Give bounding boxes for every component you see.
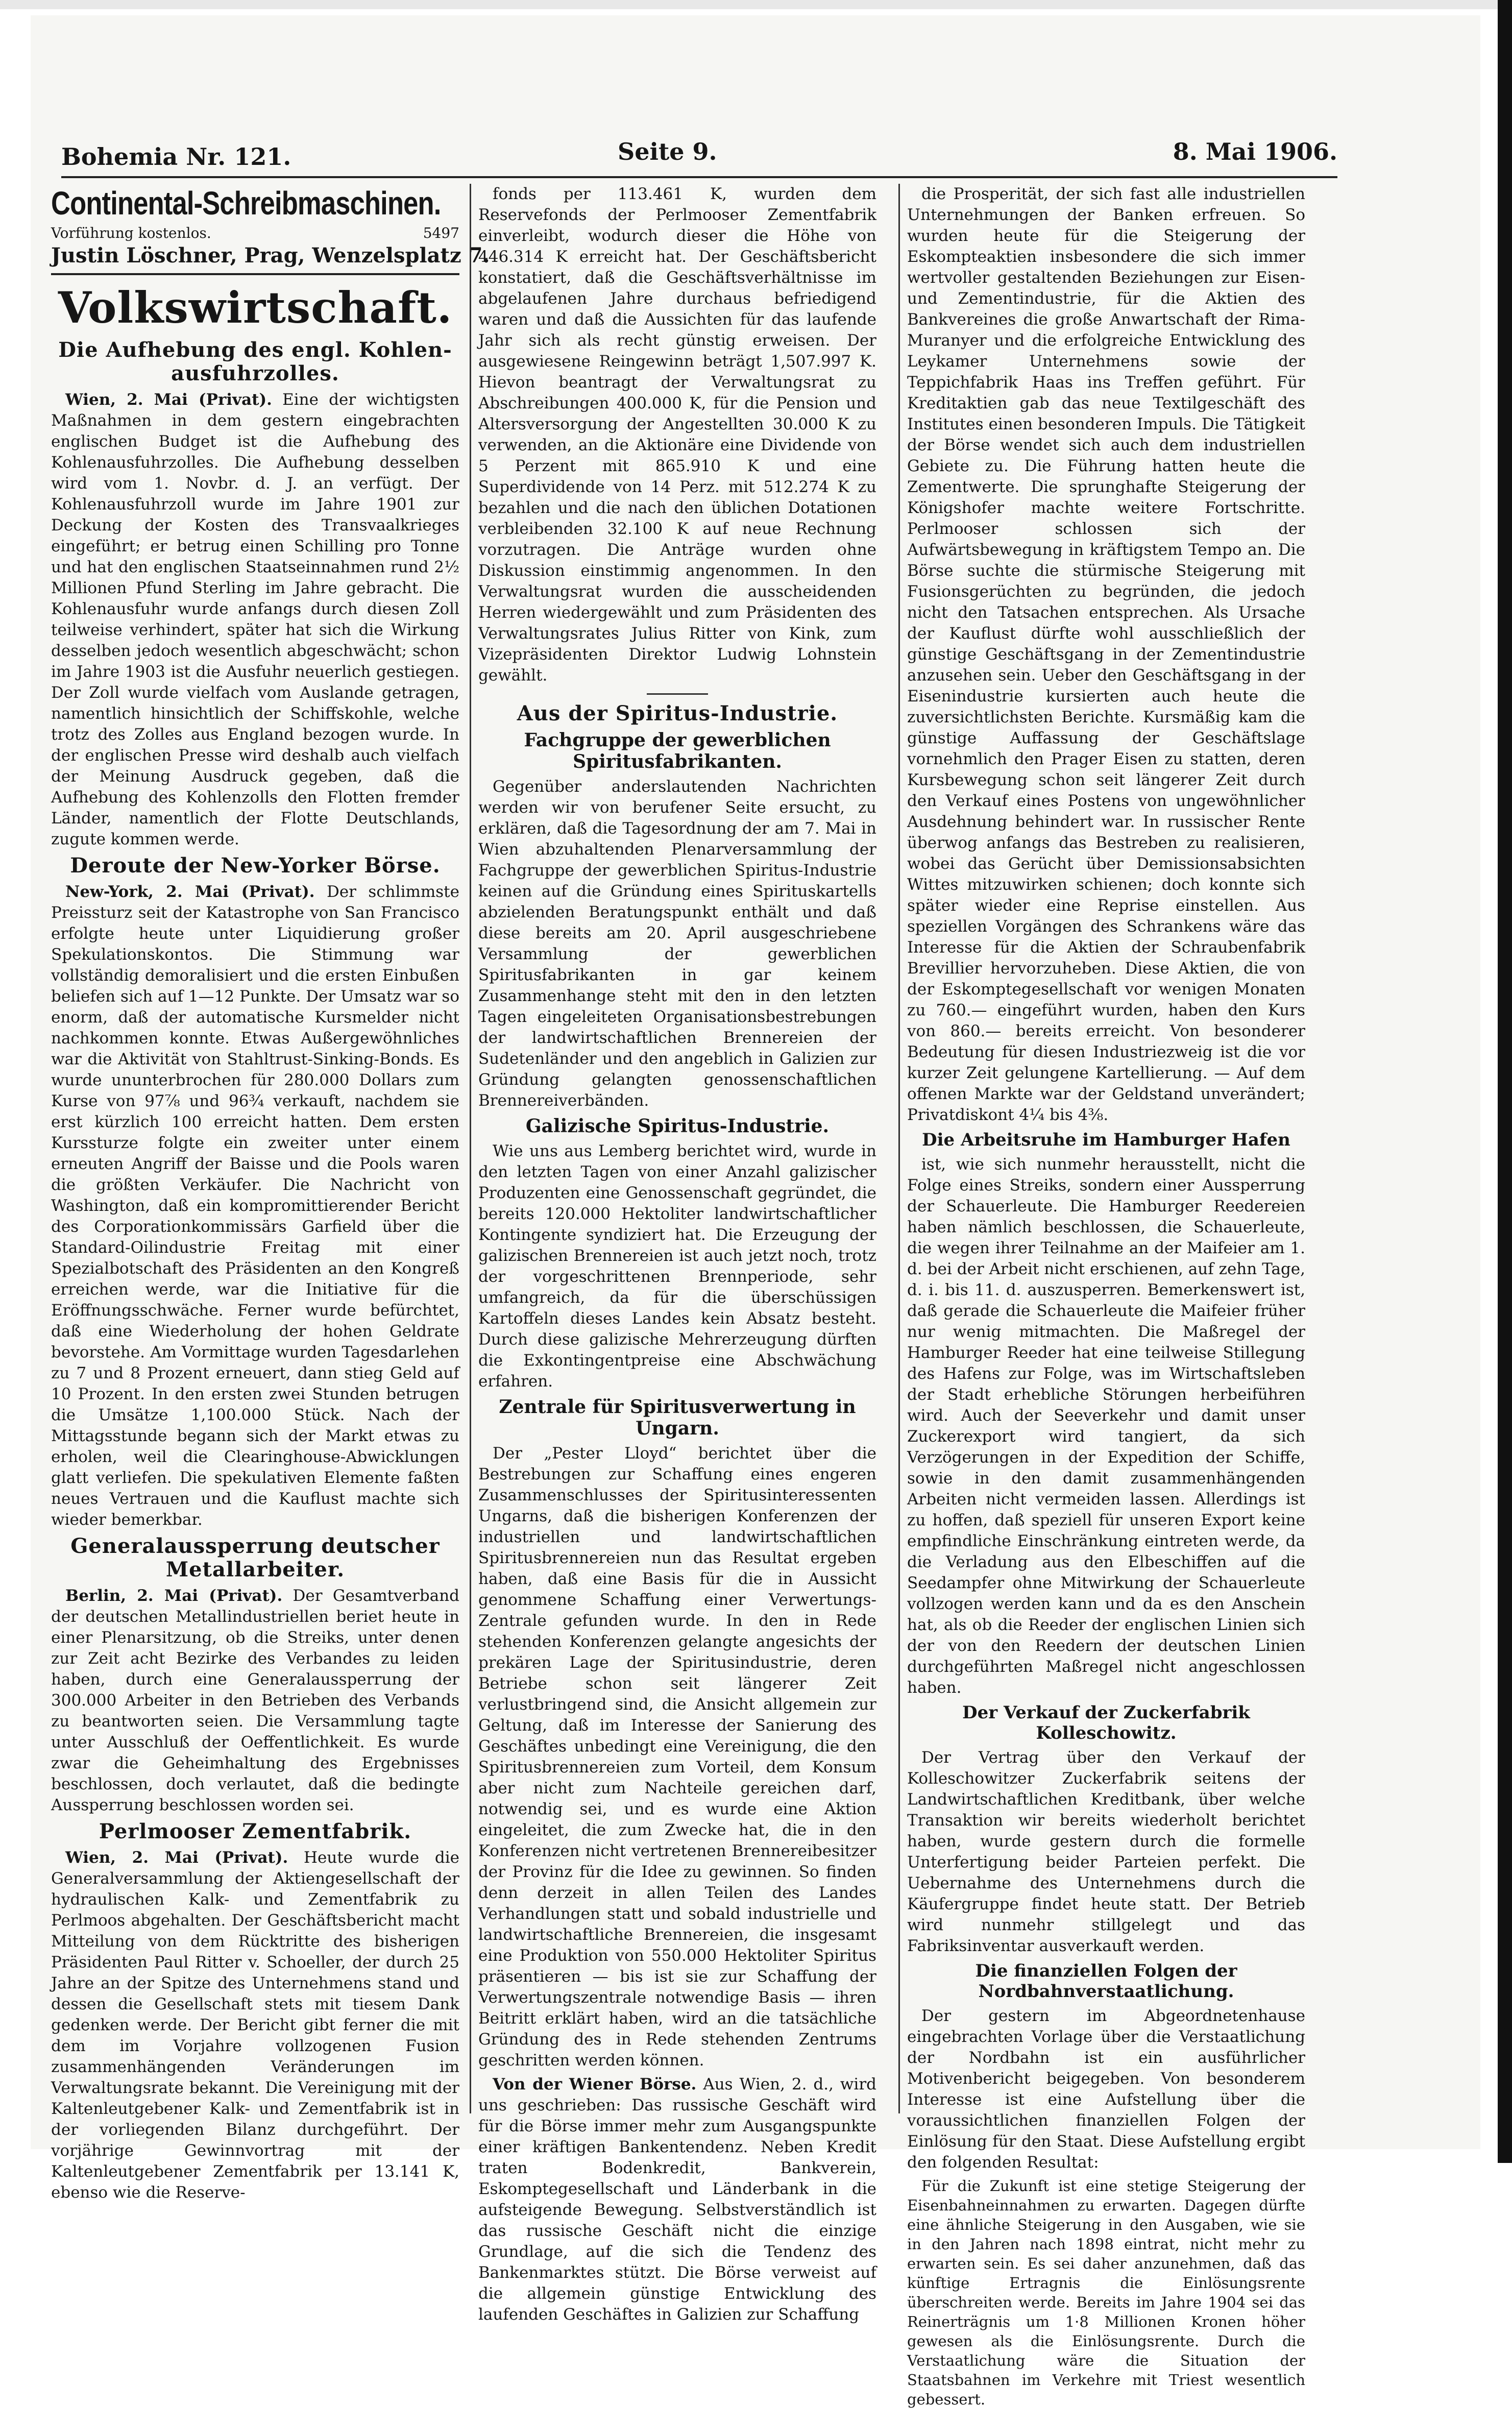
header-publication: Bohemia Nr. 121. xyxy=(61,143,291,171)
section-title: Volkswirtschaft. xyxy=(58,282,453,333)
article-body xyxy=(51,882,459,1530)
column-1 xyxy=(51,184,490,2202)
separator-rule xyxy=(647,693,708,695)
article-text: Der schlimmste Preissturz seit der Katastrophe von San Francisco erfolgte heute unter Liquidierung großer Spekulationskontos. Die Stimmung war vollständig demoralisiert und die ersten Einbußen beliefen sich auf 1—12 Punkte. Der Umsatz war so enorm, daß der automatische Kursmelder nicht nachkommen konnte. Etwas Außergewöhnliches war die Aktivität von Stahltrust-Sinking-Bonds. Es wurde ununterbrochen für 280.000 Dollars zum Kurse von 97⅞ und 96¾ verkauft, nachdem sie erst kürzlich 100 erreicht hatten. Dem ersten Kurssturze folgte ein zweiter unter einem erneuten Angriff der Baisse und die Pools waren die größten Verkäufer. Die Nachricht von Washington, daß ein kompromittierender Bericht des Corporationkommissärs Garfield über die Standard-Oilindustrie Freitag mit einer Spezialbotschaft des Präsidenten an den Kongreß erreichen werde, war die Initiative für die Eröffnungsschwäche. Ferner wurde befürchtet, daß eine Wiederholung der hohen Geldrate bevorstehe. Am Vormittage wurden Tagesdarlehen zu 7 und 8 Prozent erneuert, dann stieg Geld auf 10 Prozent. In den ersten zwei Stunden betrugen die Umsätze 1,100.000 Stück. Nach der Mittagsstunde begann sich der Markt etwas zu erholen, weil die Clearinghouse-Abwicklungen glatt verliefen. Die spekulativen Elemente faßten neues Vertrauen und die Kauflust machte sich wieder bemerkbar. xyxy=(51,883,459,1529)
header-rule xyxy=(61,176,1337,178)
article-text: Aus Wien, 2. d., wird uns geschrieben: Das russische Geschäft wird für die Börse immer mehr zum Ausgangspunkte einer kräftigen Bankentendenz. Neben Kredit traten Bodenkredit, Bankverein, Eskomptegesellschaft und Länderbank in die aufsteigende Bewegung. Selbstverständlich ist das russische Geschäft nicht die einzige Grundlage, auf die sich die Tendenz des Bankenmarktes stützt. Die Börse verweist auf die allgemein günstige Entwicklung des laufenden Geschäftes in Galizien zur Schaffung xyxy=(478,2075,876,2324)
article-dateline: New-York, 2. Mai (Privat). xyxy=(65,883,315,901)
scan-edge-top xyxy=(0,0,1512,9)
running-header xyxy=(61,138,1337,179)
article-body: Wie uns aus Lemberg berichtet wird, wurde in den letzten Tagen von einer Anzahl galizischer Produzenten eine Genossenschaft gegründet, die bereits 120.000 Hektoliter landwirtschaftlicher Kontingente syndiziert hat. Die Erzeugung der galizischen Brennereien ist auch jetzt noch, trotz der vorgeschrittenen Brennperiode, sehr umfangreich, da für die überschüssigen Kartoffeln dieses Landes kein Absatz besteht. Durch diese galizische Mehrerzeugung dürften die Exkontingentpreise eine Abschwächung erfahren. xyxy=(478,1142,876,1391)
article-dateline: Wien, 2. Mai (Privat). xyxy=(65,391,272,409)
ad-subtitle: Vorführung kostenlos. xyxy=(51,225,211,241)
header-date: 8. Mai 1906. xyxy=(1173,138,1337,165)
article-body xyxy=(478,2074,876,2325)
article-body xyxy=(51,390,459,850)
article-text: Der Gesamtverband der deutschen Metallindustriellen beriet heute in einer Plenarsitzung, ob die Streiks, unter denen zur Zeit acht Bezirke des Verbandes zu leiden haben, durch eine Generalaussperrung der 300.000 Arbeiter in den Betrieben des Verbands zu beantworten seien. Die Versammlung tagte unter Ausschluß der Oeffentlichkeit. Es wurde zwar die Geheimhaltung des Ergebnisses beschlossen, doch verlautet, daß die bedingte Aussperrung beschlossen worden sei. xyxy=(51,1587,459,1814)
article-title: Zentrale für Spiritusverwertung in Ungarn. xyxy=(499,1396,856,1439)
article-title: Galizische Spiritus-Industrie. xyxy=(525,1115,830,1137)
article-dateline: Wien, 2. Mai (Privat). xyxy=(65,1848,288,1867)
article-title: Der Verkauf der Zuckerfabrik Kolleschowitz. xyxy=(962,1702,1250,1743)
article-inline-title: Von der Wiener Börse. xyxy=(493,2075,697,2094)
article-title: Deroute der New-Yorker Börse. xyxy=(70,854,441,878)
article-text: Eine der wichtigsten Maßnahmen in dem gestern eingebrachten englischen Budget ist die Aufhebung des Kohlenausfuhrzolles. Die Aufhebung desselben wird vom 1. Novbr. d. J. an verfügt. Der Kohlenausfuhrzoll wurde im Jahre 1901 zur Deckung der Kosten des Transvaalkrieges eingeführt; er betrug einen Schilling pro Tonne und hat den englischen Staatseinnahmen rund 2½ Millionen Pfund Sterling im Jahre gebracht. Die Kohlenausfuhr wurde anfangs durch diesen Zoll teilweise verhindert, später hat sich die Wirkung desselben jedoch wesentlich abgeschwächt; schon im Jahre 1903 ist die Ausfuhr neuerlich gestiegen. Der Zoll wurde vielfach vom Auslande getragen, namentlich hinsichtlich der Schiffskohle, welche trotz des Zolles aus England bezogen wurde. In der englischen Presse wird deshalb auch vielfach der Meinung Ausdruck gegeben, daß die Aufhebung des Kohlenzolls den Flotten fremder Länder, namentlich der Flotte Deutschlands, zugute kommen werde. xyxy=(51,391,459,848)
article-body: fonds per 113.461 K, wurden dem Reservefonds der Perlmooser Zementfabrik einverleibt, wodurch dieser die Höhe von 446.314 K erreicht hat. Der Geschäftsbericht konstatiert, daß die Geschäftsverhältnisse im abgelaufenen Jahre durchaus befriedigend waren und daß die Aussichten für das laufende Jahr sich als recht günstig erweisen. Der ausgewiesene Reingewinn beträgt 1,507.997 K. Hievon beantragt der Verwaltungsrat zu Abschreibungen 400.000 K, für die Pension und Altersversorgung der Angestellten 30.000 K zu verwenden, an die Aktionäre eine Dividende von 5 Perzent mit 865.910 K und eine Superdividende von 14 Perz. mit 512.274 K zu bezahlen und die nach den üblichen Dotationen verbleibenden 32.100 K auf neue Rechnung vorzutragen. Die Anträge wurden ohne Diskussion einstimmig angenommen. In den Verwaltungsrat wurden die ausscheidenden Herren wiedergewählt und zum Präsidenten des Verwaltungsrates Julius Ritter von Kink, zum Vizepräsidenten Direktor Ludwig Lohnstein gewählt. xyxy=(478,185,876,685)
article-title: Aus der Spiritus-Industrie. xyxy=(517,701,838,725)
article-body: ist, wie sich nunmehr herausstellt, nicht die Folge eines Streiks, sondern einer Aussperrung der Schauerleute. Die Hamburger Reedereien haben nämlich beschlossen, die Schauerleute, die wegen ihrer Teilnahme an der Maifeier am 1. d. bei der Arbeit nicht erschienen, auf zehn Tage, d. i. bis 11. d. auszusperren. Bemerkenswert ist, daß gerade die Schauerleute die Maifeier früher nur wenig mitmachten. Die Maßregel der Hamburger Reeder hat eine teilweise Stillegung des Hafens zur Folge, was im Wirtschaftsleben der Stadt erhebliche Störungen herbeiführen wird. Auch der Seeverkehr und damit unser Zuckerexport wird tangiert, da sich Verzögerungen in der Expedition der Schiffe, sowie in den damit zusammenhängenden Arbeiten nicht vermeiden lassen. Allerdings ist zu hoffen, daß speziell für unseren Export keine empfindliche Einschränkung eintreten werde, da die Verladung aus den Elbeschiffen auf die Seedampfer ohne Mitwirkung der Schauerleute vollzogen werden kann und da es den Anschein hat, als ob die Reeder der englischen Linien sich der von den Reedern der deutschen Linien durchgeführten Maßregel nicht angeschlossen haben. xyxy=(907,1155,1305,1697)
article-body: Der „Pester Lloyd“ berichtet über die Bestrebungen zur Schaffung eines engeren Zusammenschlusses der Spiritusinteressenten Ungarns, daß die bisherigen Konferenzen der industriellen und landwirtschaftlichen Spiritusbrennereien nun das Resultat ergeben haben, daß eine Basis für die in Aussicht genommene Schaffung einer Verwertungs-Zentrale gefunden wurde. In den in Rede stehenden Konferenzen gelangte angesichts der prekären Lage der Spiritusindustrie, deren Betriebe schon seit längerer Zeit verlustbringend sind, die Ansicht allgemein zur Geltung, daß im Interesse der Sanierung des Geschäftes unbedingt eine Vereinigung, die den Spiritusbrennereien zum Vorteil, dem Konsum aber nicht zum Nachteile gereichen darf, notwendig sei, und es wurde eine Aktion eingeleitet, die zum Zwecke hat, die in den Konferenzen nicht vertretenen Brennereibesitzer der Provinz für die Idee zu gewinnen. So finden denn derzeit in allen Teilen des Landes Verhandlungen statt und sobald industrielle und landwirtschaftliche Brennereien, die insgesamt eine Produktion von 550.000 Hektoliter Spiritus präsentieren — bis ist sie zur Schaffung der Verwertungszentrale notwendige Basis — ihren Beitritt erklärt haben, wird an die tatsächliche Gründung des in Rede stehenden Zentrums geschritten werden können. xyxy=(478,1444,876,2070)
article-title: Generalaussperrung deutscher Metallarbeiter. xyxy=(70,1534,440,1581)
scan-edge-right xyxy=(1498,0,1512,2163)
article-body: die Prosperität, der sich fast alle industriellen Unternehmungen der Banken erfreuen. So wurden heute für die Steigerung der Eskompteaktien insbesondere die sich immer wertvoller gestaltenden Beziehungen zur Eisen- und Zementindustrie, für die Aktien des Bankvereines die große Anwartschaft der Rima-Muranyer und die erfolgreiche Entwicklung des Leykamer Unternehmens sowie der Teppichfabrik Haas ins Treffen geführt. Für Kreditaktien gab das neue Textilgeschäft des Institutes einen besonderen Impuls. Die Tätigkeit der Börse wendet sich auch dem industriellen Gebiete zu. Die Führung hatten heute die Zementwerte. Die sprunghafte Steigerung der Königshofer machte weitere Fortschritte. Perlmooser schlossen sich der Aufwärtsbewegung in kräftigstem Tempo an. Die Börse suchte die stürmische Steigerung mit Fusionsgerüchten zu begründen, die jedoch nicht den Tatsachen entsprechen. Als Ursache der Kauflust dürfte wohl ausschließlich der günstige Geschäftsgang in der Zementindustrie anzusehen sein. Ueber den Geschäftsgang in der Eisenindustrie kursierten auch heute die zuversichtlichsten Berichte. Kursmäßig kam die günstige Auffassung der Geschäftslage vornehmlich den Prager Eisen zu statten, deren Kursbewegung schon seit längerer Zeit durch den Verkauf eines Postens von ungewöhnlicher Ausdehnung behindert war. In russischer Rente überwog anfangs das Bestreben zu realisieren, wobei das Gerücht über Demissionsabsichten Wittes mitzuwirken schienen; doch konnte sich später wieder eine Reprise einstellen. Aus speziellen Vorgängen des Schrankens wäre das Interesse für die Aktien der Schraubenfabrik Brevillier hervorzuheben. Diese Aktien, die von der Eskomptegesellschaft vor wenigen Monaten zu 760.— eingeführt wurden, haben den Kurs von 860.— bereits erreicht. Von besonderer Bedeutung für diesen Industriezweig ist die vor kurzer Zeit gelungene Kartellierung. — Auf dem offenen Markte war der Geldstand unverändert; Privatdiskont 4¼ bis 4⅜. xyxy=(907,185,1305,1124)
article-text: Heute wurde die Generalversammlung der Aktiengesellschaft der hydraulischen Kalk- und Zementfabrik zu Perlmoos abgehalten. Der Geschäftsbericht macht Mitteilung von dem Rücktritte des bisherigen Präsidenten Paul Ritter v. Schoeller, der durch 25 Jahre an der Spitze des Unternehmens stand und dessen die Gesellschaft stets mit tiesem Dank gedenken werde. Der Bericht gibt ferner die mit dem im Vorjahre vollzogenen Fusion zusammenhängenden Veränderungen im Verwaltungsrate bekannt. Die Vereinigung mit der Kaltenleutgebener Kalk- und Zementfabrik ist in der vorliegenden Bilanz durchgeführt. Der vorjährige Gewinnvortrag mit der Kaltenleutgebener Zementfabrik per 13.141 K, ebenso wie die Reserve- xyxy=(51,1848,459,2202)
ad-number: 5497 xyxy=(423,225,459,241)
article-title: Die finanziellen Folgen der Nordbahnverstaatlichung. xyxy=(975,1961,1237,2002)
article-dateline: Berlin, 2. Mai (Privat). xyxy=(65,1587,283,1605)
article-quote: Für die Zukunft ist eine stetige Steigerung der Eisenbahneinnahmen zu erwarten. Dagegen dürfte eine ähnliche Steigerung in den Ausgaben, wie sie in den Jahren nach 1898 eintrat, nicht mehr zu erwarten sein. Es sei daher anzunehmen, daß das künftige Ertragnis die Einlösungsrente überschreiten werde. Bereits im Jahre 1904 sei das Reinerträgnis um 1·8 Millionen Kronen höher gewesen als die Einlösungsrente. Durch die Verstaatlichung wäre die Situation der Staatsbahnen im Verkehre mit Triest wesentlich gebessert. xyxy=(907,2177,1305,2408)
ad-title: Continental-Schreibmaschinen. xyxy=(51,185,441,222)
article-title: Fachgruppe der gewerblichen Spiritusfabrikanten. xyxy=(524,729,831,772)
advertisement xyxy=(51,184,490,275)
article-title: Perlmooser Zementfabrik. xyxy=(99,1819,412,1843)
article-body xyxy=(51,1586,459,1816)
column-3 xyxy=(898,184,1305,2408)
ad-address: Justin Löschner, Prag, Wenzelsplatz 7. xyxy=(51,244,490,267)
article-body: Der gestern im Abgeordnetenhause eingebrachten Vorlage über die Verstaatlichung der Nordbahn ist ein ausführlicher Motivenbericht beigegeben. Von besonderem Interesse ist eine Aufstellung über die voraussichtlichen finanziellen Folgen der Einlösung für den Staat. Diese Aufstellung ergibt den folgenden Resultat: xyxy=(907,2007,1305,2172)
article-body: Der Vertrag über den Verkauf der Kolleschowitzer Zuckerfabrik seitens der Landwirtschaftlichen Kreditbank, über welche Transaktion wir bereits wiederholt berichtet haben, wurde gestern durch die formelle Unterfertigung beider Parteien perfekt. Die Uebernahme des Unternehmens durch die Käufergruppe findet heute statt. Der Betrieb wird nunmehr stillgelegt und das Fabriksinventar ausverkauft werden. xyxy=(907,1748,1305,1955)
column-2 xyxy=(470,184,876,2324)
article-title: Die Aufhebung des engl. Kohlen-ausfuhrzolles. xyxy=(58,338,452,385)
article-body xyxy=(51,1847,459,2203)
header-page-number: Seite 9. xyxy=(618,138,717,165)
ad-subtitle-line xyxy=(51,223,459,244)
article-title: Die Arbeitsruhe im Hamburger Hafen xyxy=(922,1130,1290,1150)
article-body: Gegenüber anderslautenden Nachrichten werden wir von berufener Seite ersucht, zu erklären, daß die Tagesordnung der am 7. Mai in Wien abzuhaltenden Plenarversammlung der Fachgruppe der gewerblichen Spiritus-Industrie keinen auf die Gründung eines Spirituskartells abzielenden Beratungspunkt enthält und daß diese bereits am 20. April ausgeschriebene Versammlung der gewerblichen Spiritusfabrikanten in gar keinem Zusammenhange steht mit den in den letzten Tagen eingeleiteten Organisationsbestrebungen der landwirtschaftlichen Brennereien der Sudetenländer und den angeblich in Galizien zur Gründung gelangten genossenschaftlichen Brennereiverbänden. xyxy=(478,777,876,1110)
